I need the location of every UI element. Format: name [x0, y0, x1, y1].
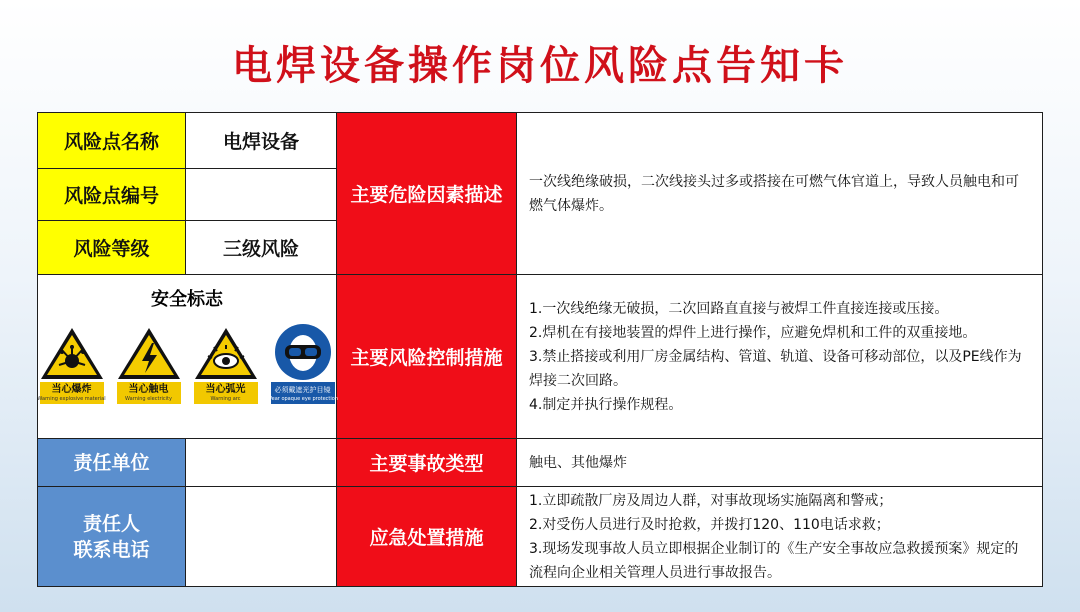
sign-arc-label: 当心弧光: [205, 384, 246, 395]
risk-level-label: 风险等级: [38, 221, 186, 275]
sign-arc: [192, 325, 260, 404]
safety-signs-label: 安全标志: [151, 289, 223, 310]
sign-explosion: [38, 325, 106, 404]
emergency-label: 应急处置措施: [337, 487, 517, 587]
contact-label-line2: 联系电话: [73, 538, 150, 561]
hazard-text: 一次线绝缘破损，二次线接头过多或搭接在可燃气体官道上，导致人员触电和可燃气体爆炸。: [517, 113, 1043, 275]
control-item: 4.制定并执行操作规程。: [529, 396, 683, 413]
sign-explosion-sub: Warning explosive material: [37, 396, 106, 402]
sign-electricity-label: 当心触电: [128, 384, 169, 395]
risk-code-value: [186, 169, 337, 221]
control-label: 主要风险控制措施: [337, 275, 517, 439]
emergency-item: 2.对受伤人员进行及时抢救，并拨打120、110电话求救；: [529, 516, 890, 533]
contact-label: [38, 487, 186, 587]
wear-goggles-icon: [270, 323, 336, 381]
safety-signs-row: [38, 325, 336, 404]
control-item: 2.焊机在有接地装置的焊件上进行操作，应避免焊机和工件的双重接地。: [529, 324, 977, 341]
control-item: 3.禁止搭接或利用厂房金属结构、管道、轨道、设备可移动部位，以及PE线作为焊接二次回路。: [529, 348, 1022, 389]
contact-value: [186, 487, 337, 587]
sign-goggles: [269, 325, 337, 404]
page-title: 电焊设备操作岗位风险点告知卡: [232, 43, 848, 89]
control-text: [517, 275, 1043, 439]
control-item: 1.一次线绝缘无破损，二次回路直直接与被焊工件直接连接或压接。: [529, 300, 949, 317]
responsible-unit-label: 责任单位: [38, 439, 186, 487]
sign-electricity-sub: Warning electricity: [125, 396, 172, 402]
risk-name-label: 风险点名称: [38, 113, 186, 169]
electric-shock-warning-icon: [116, 325, 182, 381]
emergency-text: [517, 487, 1043, 587]
risk-level-value: 三级风险: [186, 221, 337, 275]
sign-goggles-label: 必须戴遮光护目镜: [274, 386, 331, 394]
risk-card-table: [37, 112, 1043, 587]
safety-signs-cell: [38, 275, 337, 439]
risk-name-value: 电焊设备: [186, 113, 337, 169]
risk-code-label: 风险点编号: [38, 169, 186, 221]
sign-explosion-label: 当心爆炸: [51, 384, 92, 395]
emergency-item: 1.立即疏散厂房及周边人群，对事故现场实施隔离和警戒；: [529, 492, 893, 509]
sign-electricity: [115, 325, 183, 404]
accident-type-label: 主要事故类型: [337, 439, 517, 487]
contact-label-line1: 责任人: [82, 512, 140, 535]
explosion-warning-icon: [39, 325, 105, 381]
accident-type-text: 触电、其他爆炸: [517, 439, 1043, 487]
responsible-unit-value: [186, 439, 337, 487]
emergency-item: 3.现场发现事故人员立即根据企业制订的《生产安全事故应急救援预案》规定的流程向企业相关管理人员进行事故报告。: [529, 540, 1019, 581]
arc-warning-icon: [193, 325, 259, 381]
hazard-label: 主要危险因素描述: [337, 113, 517, 275]
sign-arc-sub: Warning arc: [210, 396, 241, 402]
sign-goggles-sub: Wear opaque eye protection: [267, 396, 338, 402]
